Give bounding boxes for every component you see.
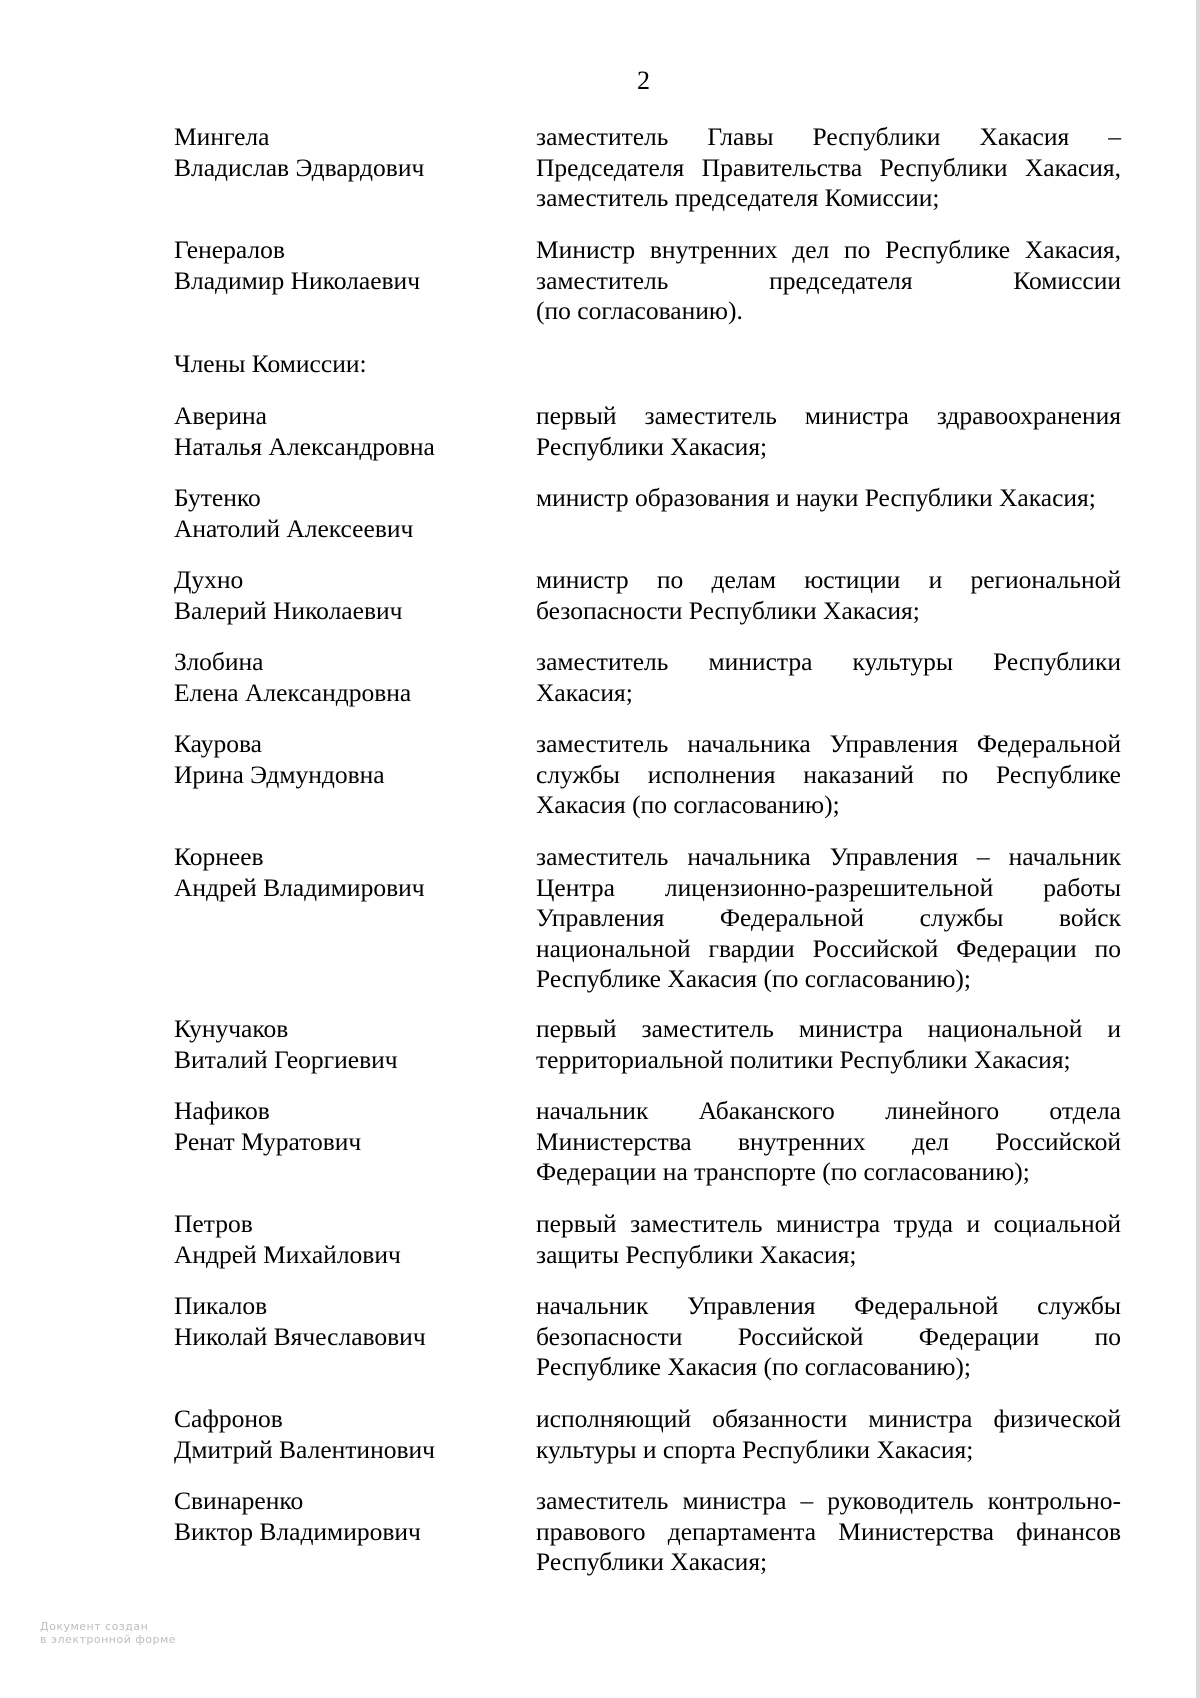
role-line: Республики Хакасия;: [536, 431, 768, 461]
stamp-line: Документ создан: [40, 1620, 149, 1633]
given-names: Дмитрий Валентинович: [174, 1435, 435, 1464]
role-line: заместитель начальника Управления Федеральной: [536, 729, 1121, 758]
electronic-document-stamp: [40, 1620, 176, 1646]
surname: Корнеев: [174, 842, 264, 871]
member-name: [174, 1485, 514, 1547]
surname: Аверина: [174, 401, 267, 430]
member-name: [174, 1095, 514, 1157]
role-line: Управления Федеральной службы войск: [536, 903, 1121, 932]
given-names: Наталья Александровна: [174, 432, 435, 461]
given-names: Николай Вячеславович: [174, 1322, 426, 1351]
scan-edge: [1196, 0, 1200, 1698]
role-line: правового департамента Министерства финансов: [536, 1516, 1121, 1546]
role-line: первый заместитель министра труда и социальной: [536, 1209, 1121, 1238]
member-role: [536, 842, 1121, 995]
member-role: [536, 122, 1121, 214]
member-role: [536, 1096, 1121, 1188]
member-name: [174, 728, 514, 790]
member-name: [174, 482, 514, 544]
role-line: первый заместитель министра здравоохранения: [536, 401, 1121, 430]
given-names: Ирина Эдмундовна: [174, 760, 385, 789]
given-names: Андрей Михайлович: [174, 1240, 401, 1269]
member-role: [536, 483, 1121, 514]
surname: Сафронов: [174, 1404, 283, 1433]
role-line: (по согласованию).: [536, 296, 743, 325]
section-title: Члены Комиссии:: [174, 349, 367, 378]
surname: Пикалов: [174, 1291, 268, 1320]
role-line: министр по делам юстиции и региональной: [536, 565, 1121, 594]
member-name: [174, 564, 514, 626]
member-name: [174, 1013, 514, 1075]
stamp-line: в электронной форме: [40, 1633, 177, 1646]
member-name: [174, 234, 514, 296]
member-role: [536, 235, 1121, 327]
role-line: первый заместитель министра национальной и: [536, 1014, 1121, 1043]
member-role: [536, 729, 1121, 821]
member-name: [174, 646, 514, 708]
role-line: Республике Хакасия (по согласованию);: [536, 964, 972, 993]
role-line: Министр внутренних дел по Республике Хакасия,: [536, 235, 1121, 264]
given-names: Владимир Николаевич: [174, 266, 421, 295]
surname: Нафиков: [174, 1096, 270, 1125]
member-name: [174, 1290, 514, 1352]
member-name: [174, 400, 514, 462]
role-line: культуры и спорта Республики Хакасия;: [536, 1434, 974, 1464]
member-role: [536, 1404, 1121, 1465]
surname: Генералов: [174, 235, 285, 264]
member-name: [174, 1403, 514, 1465]
role-line: Центра лицензионно-разрешительной работы: [536, 872, 1121, 902]
role-line: территориальной политики Республики Хакасия;: [536, 1044, 1071, 1074]
member-role: [536, 1014, 1121, 1075]
surname: Петров: [174, 1209, 253, 1238]
surname: Мингела: [174, 122, 270, 151]
role-line: национальной гвардии Российской Федерации по: [536, 933, 1121, 963]
given-names: Виталий Георгиевич: [174, 1045, 398, 1074]
member-role: [536, 565, 1121, 626]
given-names: Владислав Эдвардович: [174, 153, 425, 182]
surname: Каурова: [174, 729, 262, 758]
page-number: 2: [637, 66, 650, 95]
member-name: [174, 1208, 514, 1270]
role-line: безопасности Российской Федерации по: [536, 1321, 1121, 1351]
surname: Бутенко: [174, 483, 261, 512]
given-names: Валерий Николаевич: [174, 596, 403, 625]
role-line: Республике Хакасия (по согласованию);: [536, 1352, 972, 1381]
role-line: заместитель Главы Республики Хакасия –: [536, 122, 1121, 151]
surname: Свинаренко: [174, 1486, 304, 1515]
member-role: [536, 401, 1121, 462]
surname: Кунучаков: [174, 1014, 289, 1043]
role-line: заместитель министра – руководитель контрольно-: [536, 1486, 1121, 1515]
role-line: Министерства внутренних дел Российской: [536, 1126, 1121, 1156]
member-role: [536, 1291, 1121, 1383]
member-role: [536, 647, 1121, 708]
given-names: Анатолий Алексеевич: [174, 514, 414, 543]
role-line: начальник Абаканского линейного отдела: [536, 1096, 1121, 1125]
role-line: защиты Республики Хакасия;: [536, 1239, 857, 1269]
member-name: [174, 841, 514, 903]
role-line: заместитель председателя Комиссии: [536, 265, 1121, 295]
member-role: [536, 1486, 1121, 1578]
role-line: заместитель председателя Комиссии;: [536, 183, 940, 212]
role-line: Хакасия;: [536, 677, 633, 707]
role-line: исполняющий обязанности министра физической: [536, 1404, 1121, 1433]
role-line: заместитель начальника Управления – начальник: [536, 842, 1121, 871]
surname: Духно: [174, 565, 244, 594]
role-line: начальник Управления Федеральной службы: [536, 1291, 1121, 1320]
given-names: Андрей Владимирович: [174, 873, 425, 902]
surname: Злобина: [174, 647, 264, 676]
given-names: Елена Александровна: [174, 678, 412, 707]
role-line: Федерации на транспорте (по согласованию);: [536, 1157, 1030, 1186]
member-name: [174, 121, 514, 183]
role-line: безопасности Республики Хакасия;: [536, 595, 920, 625]
role-line: заместитель министра культуры Республики: [536, 647, 1121, 676]
role-line: Председателя Правительства Республики Хакасия,: [536, 152, 1121, 182]
member-role: [536, 1209, 1121, 1270]
given-names: Виктор Владимирович: [174, 1517, 421, 1546]
role-line: Хакасия (по согласованию);: [536, 790, 840, 819]
role-line: министр образования и науки Республики Хакасия;: [536, 483, 1096, 512]
given-names: Ренат Муратович: [174, 1127, 362, 1156]
role-line: Республики Хакасия;: [536, 1547, 768, 1576]
role-line: службы исполнения наказаний по Республике: [536, 759, 1121, 789]
